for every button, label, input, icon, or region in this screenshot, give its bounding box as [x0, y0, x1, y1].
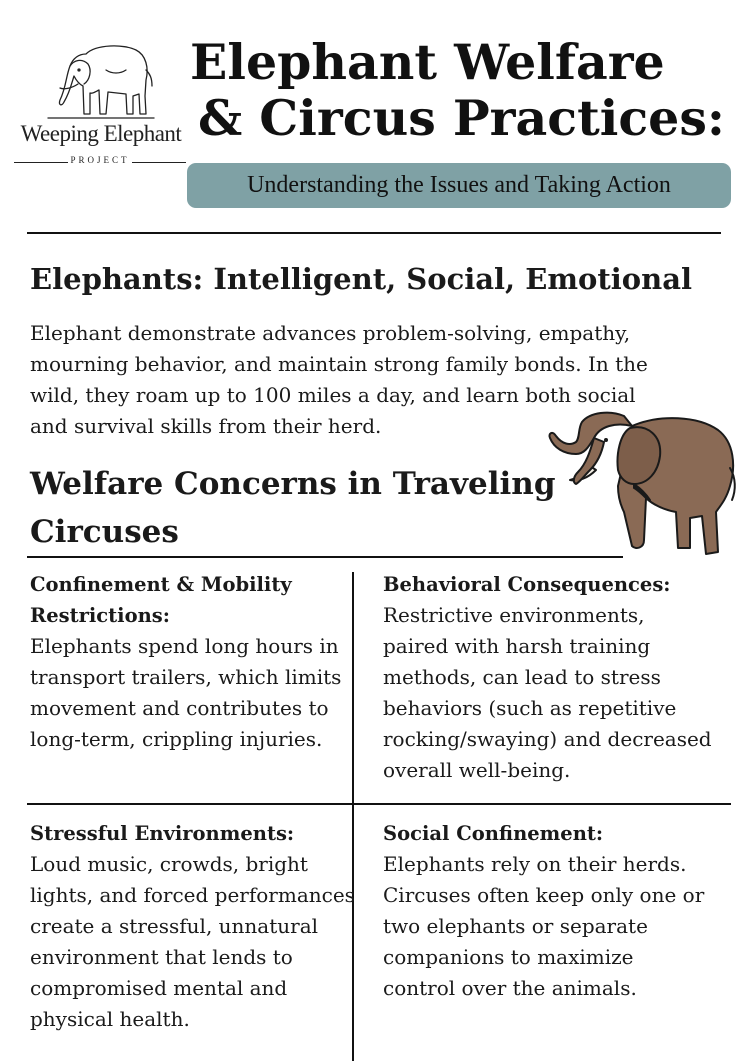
- concern-line: physical health.: [30, 1007, 190, 1031]
- section-divider: [27, 556, 623, 558]
- concern-line: control over the animals.: [383, 976, 637, 1000]
- title-line-1: Elephant Welfare: [190, 33, 665, 91]
- intro-line: and survival skills from their herd.: [30, 414, 382, 438]
- concern-line: environment that lends to: [30, 945, 293, 969]
- subtitle-banner: Understanding the Issues and Taking Action: [187, 163, 731, 208]
- concern-behavioral: [383, 569, 712, 786]
- concern-line: rocking/swaying) and decreased: [383, 727, 712, 751]
- concern-line: overall well-being.: [383, 758, 571, 782]
- logo-name: Weeping Elephant: [20, 121, 182, 146]
- intro-line: wild, they roam up to 100 miles a day, and learn both social: [30, 383, 636, 407]
- concern-line: create a stressful, unnatural: [30, 914, 319, 938]
- concern-line: lights, and forced performances: [30, 883, 355, 907]
- concern-line: methods, can lead to stress: [383, 665, 661, 689]
- section-heading-intelligent: Elephants: Intelligent, Social, Emotional: [30, 262, 693, 296]
- concern-line: Loud music, crowds, bright: [30, 852, 308, 876]
- welfare-heading-line: Circuses: [30, 514, 179, 550]
- concern-line: transport trailers, which limits: [30, 665, 342, 689]
- concern-line: behaviors (such as repetitive: [383, 696, 677, 720]
- title-line-2: & Circus Practices:: [198, 89, 726, 147]
- concern-line: compromised mental and: [30, 976, 288, 1000]
- concern-line: Circuses often keep only one or: [383, 883, 705, 907]
- concern-line: paired with harsh training: [383, 634, 651, 658]
- concern-line: movement and contributes to: [30, 696, 329, 720]
- concern-line: companions to maximize: [383, 945, 634, 969]
- logo-sub-text: PROJECT: [70, 155, 130, 165]
- elephant-icon: [540, 408, 740, 563]
- logo-subtitle: [14, 153, 186, 171]
- page-title: [190, 34, 750, 146]
- grid-horizontal-divider: [27, 803, 731, 805]
- intro-line: Elephant demonstrate advances problem-solving, empathy,: [30, 321, 631, 345]
- concern-stressful: [30, 818, 355, 1035]
- concern-line: two elephants or separate: [383, 914, 648, 938]
- section-heading-welfare: [30, 460, 556, 556]
- welfare-heading-line: Welfare Concerns in Traveling: [30, 466, 556, 502]
- top-divider: [27, 232, 721, 234]
- concern-line: Restrictive environments,: [383, 603, 645, 627]
- concern-heading: Restrictions:: [30, 604, 170, 627]
- concern-social: [383, 818, 704, 1004]
- concern-heading: Behavioral Consequences:: [383, 573, 671, 596]
- logo-elephant-icon: [46, 40, 156, 120]
- concern-confinement: [30, 569, 341, 755]
- concern-heading: Social Confinement:: [383, 822, 604, 845]
- concern-line: Elephants spend long hours in: [30, 634, 339, 658]
- concern-line: long-term, crippling injuries.: [30, 727, 323, 751]
- concern-heading: Confinement & Mobility: [30, 573, 292, 596]
- concern-line: Elephants rely on their herds.: [383, 852, 687, 876]
- intro-line: mourning behavior, and maintain strong family bonds. In the: [30, 352, 648, 376]
- concern-heading: Stressful Environments:: [30, 822, 295, 845]
